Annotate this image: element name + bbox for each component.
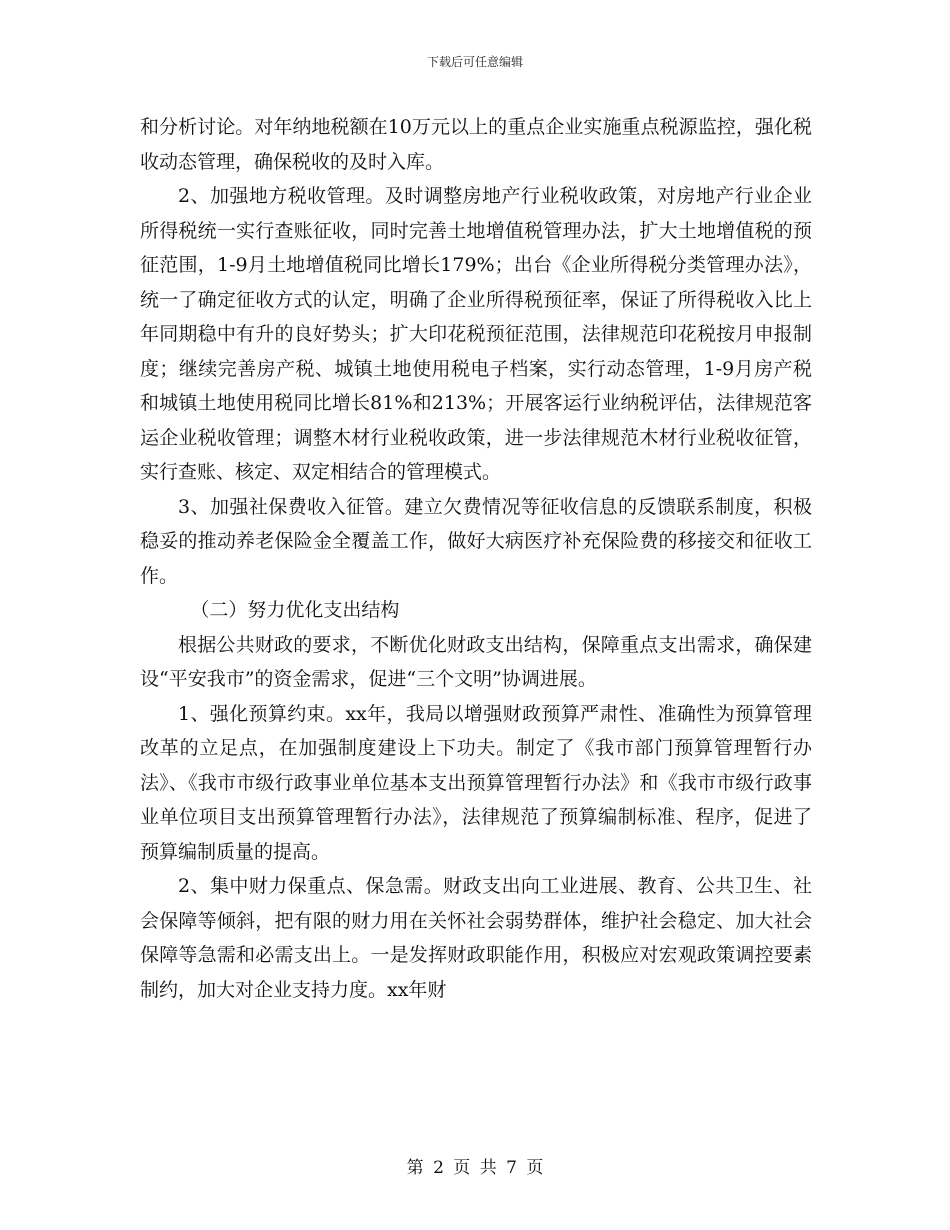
paragraph: 2、集中财力保重点、保急需。财政支出向工业进展、教育、公共卫生、社会保障等倾斜，把有限的财力用在关怀社会弱势群体，维护社会稳定、加大社会保障等急需和必需支出上。一是发挥财政职能作用，积极应对宏观政策调控要素制约，加大对企业支持力度。xx年财 [140,875,812,1001]
paragraph: 根据公共财政的要求，不断优化财政支出结构，保障重点支出需求，确保建设“平安我市”的资金需求，促进“三个文明”协调进展。 [140,633,812,690]
section-heading: （二）努力优化支出结构 [190,599,400,621]
paragraph: 和分析讨论。对年纳地税额在10万元以上的重点企业实施重点税源监控，强化税收动态管理，确保税收的及时入库。 [140,116,812,173]
paragraph: 2、加强地方税收管理。及时调整房地产行业税收政策，对房地产行业企业所得税统一实行查账征收，同时完善土地增值税管理办法，扩大土地增值税的预征范围，1-9月土地增值税同比增长179%；出台《企业所得税分类管理办法》，统一了确定征收方式的认定，明确了企业所得税预征率，保证了所得税收入比上年同期稳中有升的良好势头；扩大印花税预征范围，法律规范印花税按月申报制度；继续完善房产税、城镇土地使用税电子档案，实行动态管理，1-9月房产税和城镇土地使用税同比增长81%和213%；开展客运行业纳税评估，法律规范客运企业税收管理；调整木材行业税收政策，进一步法律规范木材行业税收征管，实行查账、核定、双定相结合的管理模式。 [140,185,812,483]
paragraph: 3、加强社保费收入征管。建立欠费情况等征收信息的反馈联系制度，积极稳妥的推动养老保险金全覆盖工作，做好大病医疗补充保险费的移接交和征收工作。 [140,495,812,587]
paragraph: 1、强化预算约束。xx年，我局以增强财政预算严肃性、准确性为预算管理改革的立足点，在加强制度建设上下功夫。制定了《我市部门预算管理暂行办法》、《我市市级行政事业单位基本支出预算管理暂行办法》和《我市市级行政事业单位项目支出预算管理暂行办法》，法律规范了预算编制标准、程序，促进了预算编制质量的提高。 [140,702,812,863]
document-body [140,110,812,1007]
page-footer: 第 2 页 共 7 页 [406,1158,544,1178]
page-header: 下载后可任意编辑 [426,55,523,69]
